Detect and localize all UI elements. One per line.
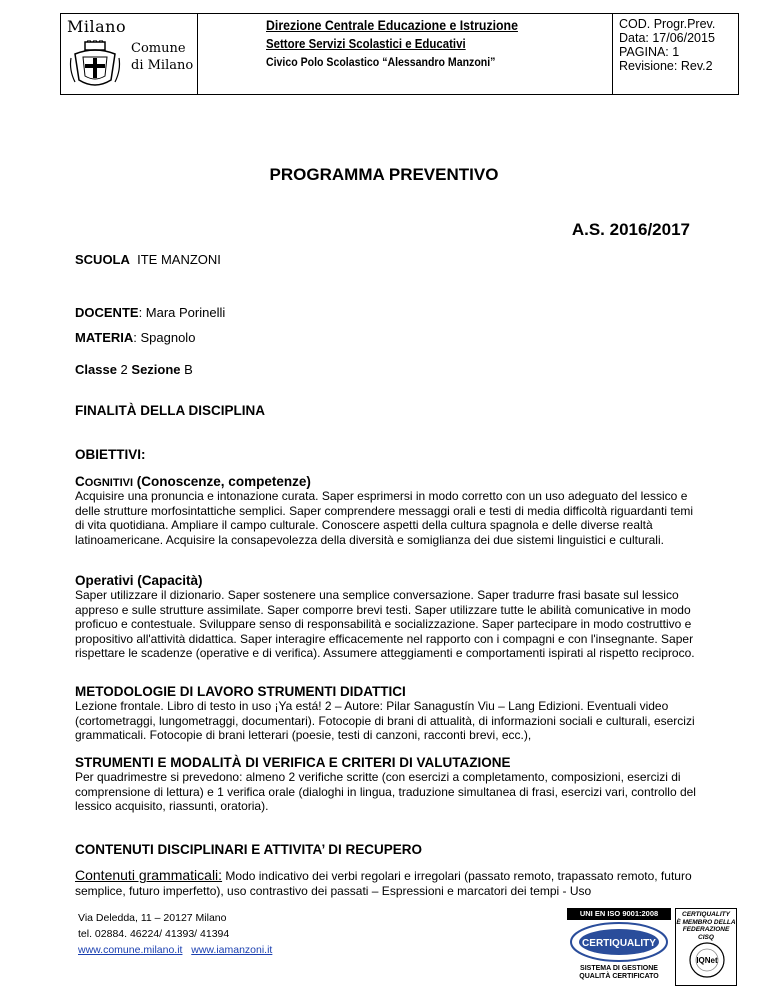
- cognitivi-text: Acquisire una pronuncia e intonazione curata. Saper esprimersi in modo corretto con un uso adeguato del lessico e delle strutture morfosintattiche semplici. Saper comprendere messaggi orali e testi di media difficoltà riguardanti temi di vita quotidiana. Ampliare il campo culturale. Conoscere aspetti della cultura spagnola e delle diverse realtà latinoamericane. Acquisire la consapevolezza della diversità e somiglianza dei due sistemi linguistici e culturali.: [75, 489, 694, 547]
- certification-badge: [567, 908, 737, 986]
- cognitivi-rest: OGNITIVI: [84, 477, 134, 489]
- doc-code: COD. Progr.Prev.: [619, 17, 716, 31]
- field-materia: [75, 330, 195, 345]
- cert-iso: UNI EN ISO 9001:2008: [567, 908, 671, 920]
- certiquality-logo-icon: [569, 921, 669, 963]
- cert-brand: CERTIQUALITY: [582, 938, 656, 949]
- field-classe-label: Classe: [75, 362, 117, 377]
- section-strumenti: STRUMENTI E MODALITÀ DI VERIFICA E CRITERI DI VALUTAZIONE: [75, 755, 511, 770]
- logo-comune-line2: di Milano: [131, 58, 194, 73]
- cert-side-line1: CERTIQUALITY: [682, 911, 730, 918]
- cert-side-box: [675, 908, 737, 986]
- doc-page: PAGINA: 1: [619, 45, 680, 59]
- footer-links: [78, 942, 272, 958]
- metodologie-text: Lezione frontale. Libro di testo in uso ¡Ya está! 2 – Autore: Pilar Sanagustín Viu – Lang Edizioni. Eventuali video (cortometraggi, lungometraggi, documentari). Fotocopie di brani di attualità, di informazioni sociali e culturali, esercizi grammaticali. Fotocopie di brani letterari (poesie, testi di canzoni, racconti brevi, ecc.),: [75, 699, 695, 742]
- link-comune[interactable]: www.comune.milano.it: [78, 944, 183, 956]
- strumenti-text: Per quadrimestre si prevedono: almeno 2 verifiche scritte (con esercizi a completamento, composizioni, esercizi di comprensione di lettura) e 1 verifica orale (dialoghi in lingua, traduzione simultanea di frasi, esercizi vari, controllo del lessico acquisito, riassunti, oratoria).: [75, 770, 696, 813]
- header-line-settore: Settore Servizi Scolastici e Educativi: [266, 36, 466, 51]
- cert-sistema: [567, 965, 671, 981]
- logo-city-name: Milano: [67, 17, 127, 36]
- field-classe-value: 2: [120, 362, 128, 377]
- field-docente-value: : Mara Porinelli: [138, 305, 226, 320]
- section-metodologie: METODOLOGIE DI LAVORO STRUMENTI DIDATTICI: [75, 684, 406, 699]
- field-scuola: [75, 252, 221, 267]
- doc-date: Data: 17/06/2015: [619, 31, 715, 45]
- section-obiettivi: OBIETTIVI:: [75, 447, 146, 462]
- cert-iqnet: IQNet: [696, 956, 718, 965]
- grammaticali-text: Modo indicativo dei verbi regolari e irregolari (passato remoto, trapassato remoto, futuro semplice, futuro imperfetto), uso contrastivo dei passati – Espressioni e marcatori dei tempi - Uso: [75, 869, 692, 898]
- school-year: A.S. 2016/2017: [571, 220, 690, 239]
- logo-comune-line1: Comune: [131, 41, 186, 56]
- link-iamanzoni[interactable]: www.iamanzoni.it: [191, 944, 273, 956]
- doc-revision: Revisione: Rev.2: [619, 59, 713, 73]
- field-sezione-label: Sezione: [131, 362, 181, 377]
- field-sezione-value: B: [184, 362, 193, 377]
- section-contenuti: CONTENUTI DISCIPLINARI E ATTIVITA’ DI RECUPERO: [75, 842, 423, 857]
- field-docente: [75, 305, 225, 320]
- comune-logo: [61, 14, 198, 94]
- section-operativi: Operativi (Capacità): [75, 573, 203, 588]
- cognitivi-paren: (Conoscenze, competenze): [136, 474, 311, 489]
- milano-crest-icon: [67, 40, 123, 90]
- field-materia-label: MATERIA: [75, 330, 134, 345]
- field-materia-value: : Spagnolo: [133, 330, 196, 345]
- field-scuola-label: SCUOLA: [75, 252, 130, 267]
- cert-sistema-line1: SISTEMA DI GESTIONE: [580, 965, 658, 972]
- section-finalita: FINALITÀ DELLA DISCIPLINA: [75, 403, 265, 418]
- cognitivi-initial: C: [75, 474, 85, 489]
- footer-contacts: [78, 910, 272, 958]
- header-line-polo: Civico Polo Scolastico “Alessandro Manzoni”: [266, 55, 496, 69]
- footer-tel: tel. 02884. 46224/ 41393/ 41394: [78, 928, 230, 940]
- document-title: PROGRAMMA PREVENTIVO: [269, 165, 499, 184]
- footer-address: Via Deledda, 11 – 20127 Milano: [78, 912, 227, 924]
- header-departments: [198, 14, 670, 94]
- logo-comune-text: [131, 40, 193, 74]
- field-scuola-value: ITE MANZONI: [137, 252, 221, 267]
- cert-side-line2: È MEMBRO DELLA: [676, 918, 736, 926]
- cert-sistema-line2: QUALITÀ CERTIFICATO: [579, 973, 659, 980]
- cert-side-line3: FEDERAZIONE CISQ: [682, 926, 730, 941]
- iqnet-logo-icon: [688, 941, 726, 979]
- operativi-text: Saper utilizzare il dizionario. Saper sostenere una semplice conversazione. Saper tradurre frasi basate sul lessico appreso e sulle strutture assimilate. Saper comporre brevi testi. Saper utilizzare tutte le abilità comunicative in modo proficuo e contestuale. Sviluppare senso di responsabilità e socializzazione. Saper partecipare in modo costruttivo e propositivo all'attività didattica. Saper interagire efficacemente nel rapporto con i compagni e con l'insegnante. Saper rispettare le scadenze (operative e di verifica). Assumere atteggiamenti e comportamenti ispirati al rispetto reciproco.: [75, 588, 695, 660]
- header-line-direzione: Direzione Centrale Educazione e Istruzione: [266, 17, 518, 33]
- section-cognitivi: [75, 474, 311, 489]
- grammaticali-paragraph: [75, 868, 705, 899]
- grammaticali-label: Contenuti grammaticali:: [75, 867, 223, 883]
- field-docente-label: DOCENTE: [75, 305, 139, 320]
- document-header: [60, 13, 739, 95]
- field-classe: [75, 362, 193, 377]
- header-doc-info: [612, 14, 739, 94]
